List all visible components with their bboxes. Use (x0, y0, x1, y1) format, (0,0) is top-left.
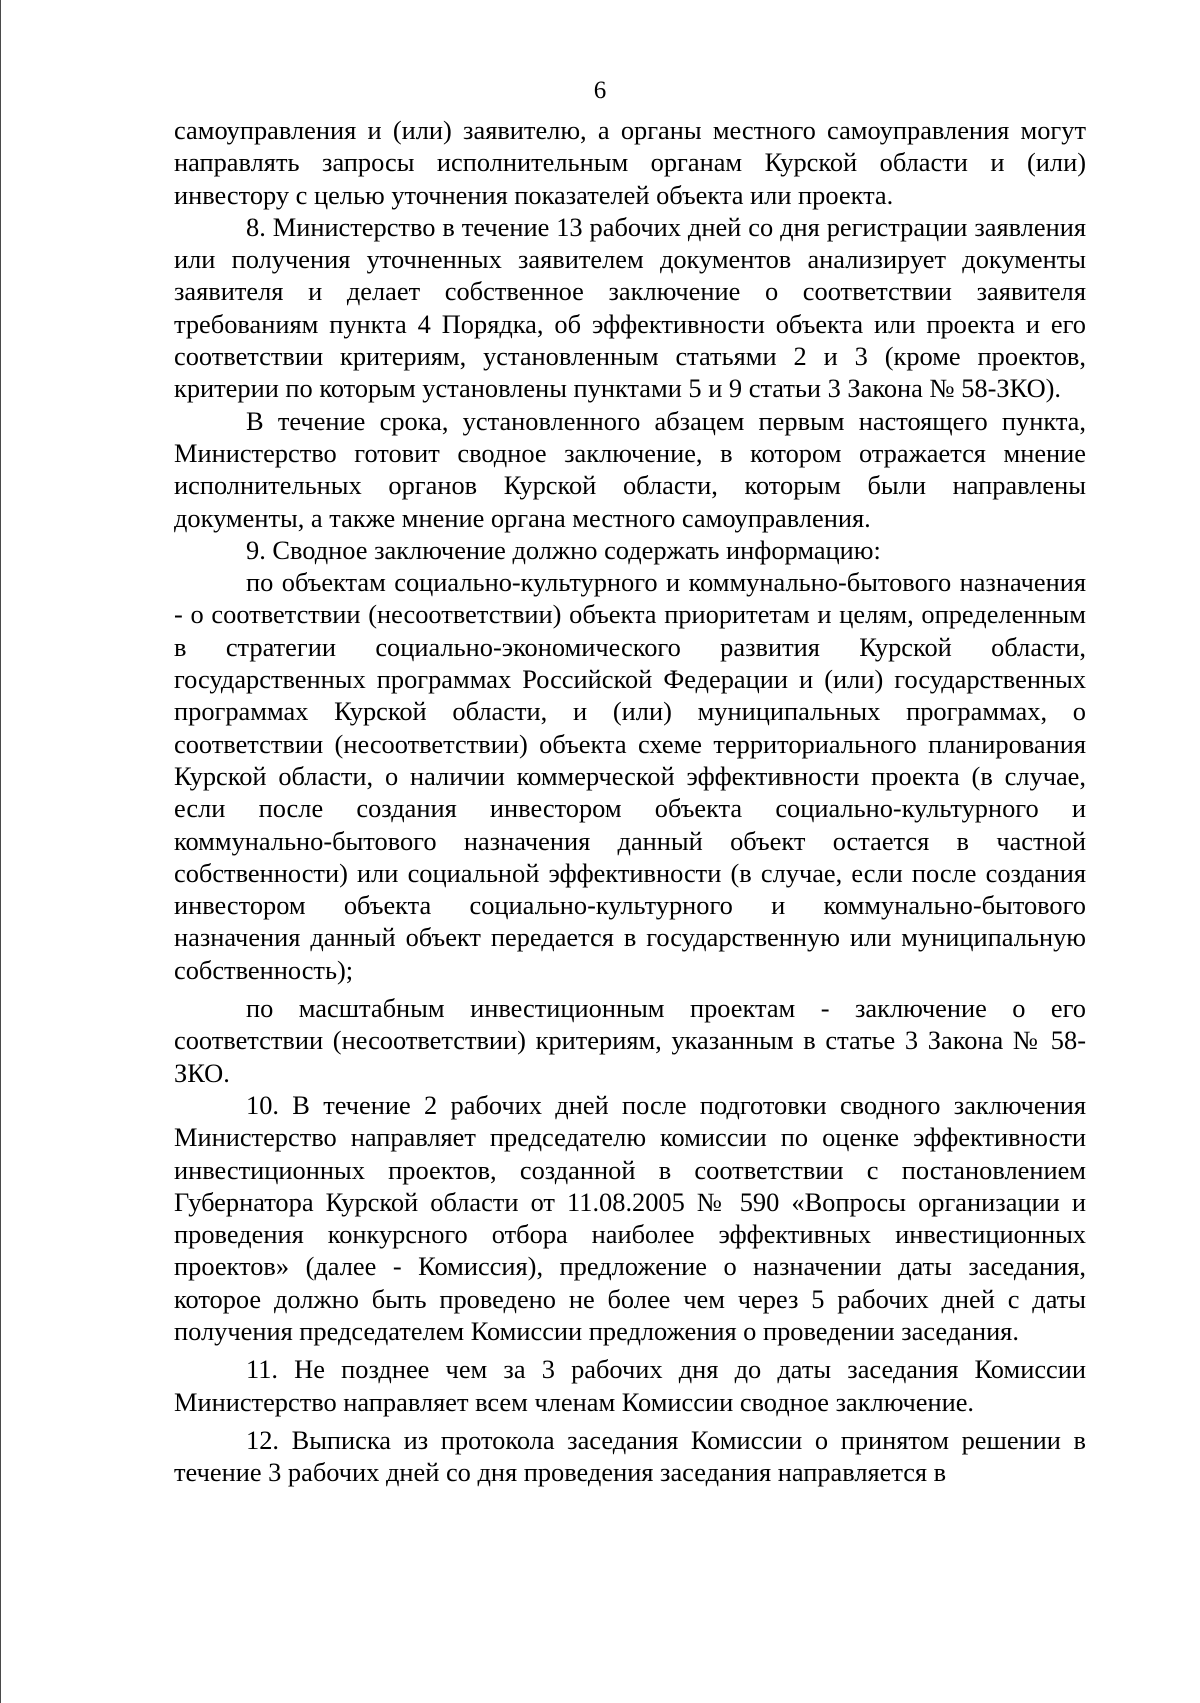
paragraph-item-12: 12. Выписка из протокола заседания Комиссии о принятом решении в течение 3 рабочих дней со дня проведения заседания направляется в (174, 1424, 1086, 1488)
page-number: 6 (593, 77, 607, 104)
scan-edge-line (0, 0, 1, 1703)
paragraph-item-11: 11. Не позднее чем за 3 рабочих дня до даты заседания Комиссии Министерство направляет всем членам Комиссии сводное заключение. (174, 1354, 1086, 1417)
paragraph-item-8-second: В течение срока, установленного абзацем первым настоящего пункта, Министерство готовит сводное заключение, в котором отражается мнение исполнительных органов Курской области, которым были направлены документы, а также мнение органа местного самоуправления. (174, 405, 1086, 533)
paragraph-item-9-social-objects: по объектам социально-культурного и коммунально-бытового назначения - о соответствии (несоответствии) объекта приоритетам и целям, определенным в стратегии социально-экономического развития Курской области, государственных программах Российской Федерации и (или) государственных программах Курской области, и (или) муниципальных программах, о соответствии (несоответствии) объекта схеме территориального планирования Курской области, о наличии коммерческой эффективности проекта (в случае, если после создания инвестором объекта социально-культурного и коммунально-бытового назначения данный объект остается в частной собственности) или социальной эффективности (в случае, если после создания инвестором объекта социально-культурного и коммунально-бытового назначения данный объект передается в государственную или муниципальную собственность); (174, 567, 1086, 985)
paragraph-item-9: 9. Сводное заключение должно содержать информацию: (246, 534, 881, 565)
paragraph-item-10: 10. В течение 2 рабочих дней после подготовки сводного заключения Министерство направляет председателю комиссии по оценке эффективности инвестиционных проектов, созданной в соответствии с постановлением Губернатора Курской области от 11.08.2005 № 590 «Вопросы организации и проведения конкурсного отбора наиболее эффективных инвестиционных проектов» (далее - Комиссия), предложение о назначении даты заседания, которое должно быть проведено не более чем через 5 рабочих дней с даты получения председателем Комиссии предложения о проведении заседания. (174, 1089, 1086, 1346)
paragraph-item-8: 8. Министерство в течение 13 рабочих дней со дня регистрации заявления или получения уточненных заявителем документов анализирует документы заявителя и делает собственное заключение о соответствии заявителя требованиям пункта 4 Порядка, об эффективности объекта или проекта и его соответствии критериям, установленным статьями 2 и 3 (кроме проектов, критерии по которым установлены пунктами 5 и 9 статьи 3 Закона № 58-ЗКО). (174, 211, 1086, 404)
paragraph-item-9-large-projects: по масштабным инвестиционным проектам - заключение о его соответствии (несоответствии) критериям, указанным в статье 3 Закона № 58-ЗКО. (174, 993, 1086, 1088)
document-body (174, 114, 1086, 1488)
paragraph-continuation: самоуправления и (или) заявителю, а органы местного самоуправления могут направлять запросы исполнительным органам Курской области и (или) инвестору с целью уточнения показателей объекта или проекта. (174, 115, 1086, 210)
